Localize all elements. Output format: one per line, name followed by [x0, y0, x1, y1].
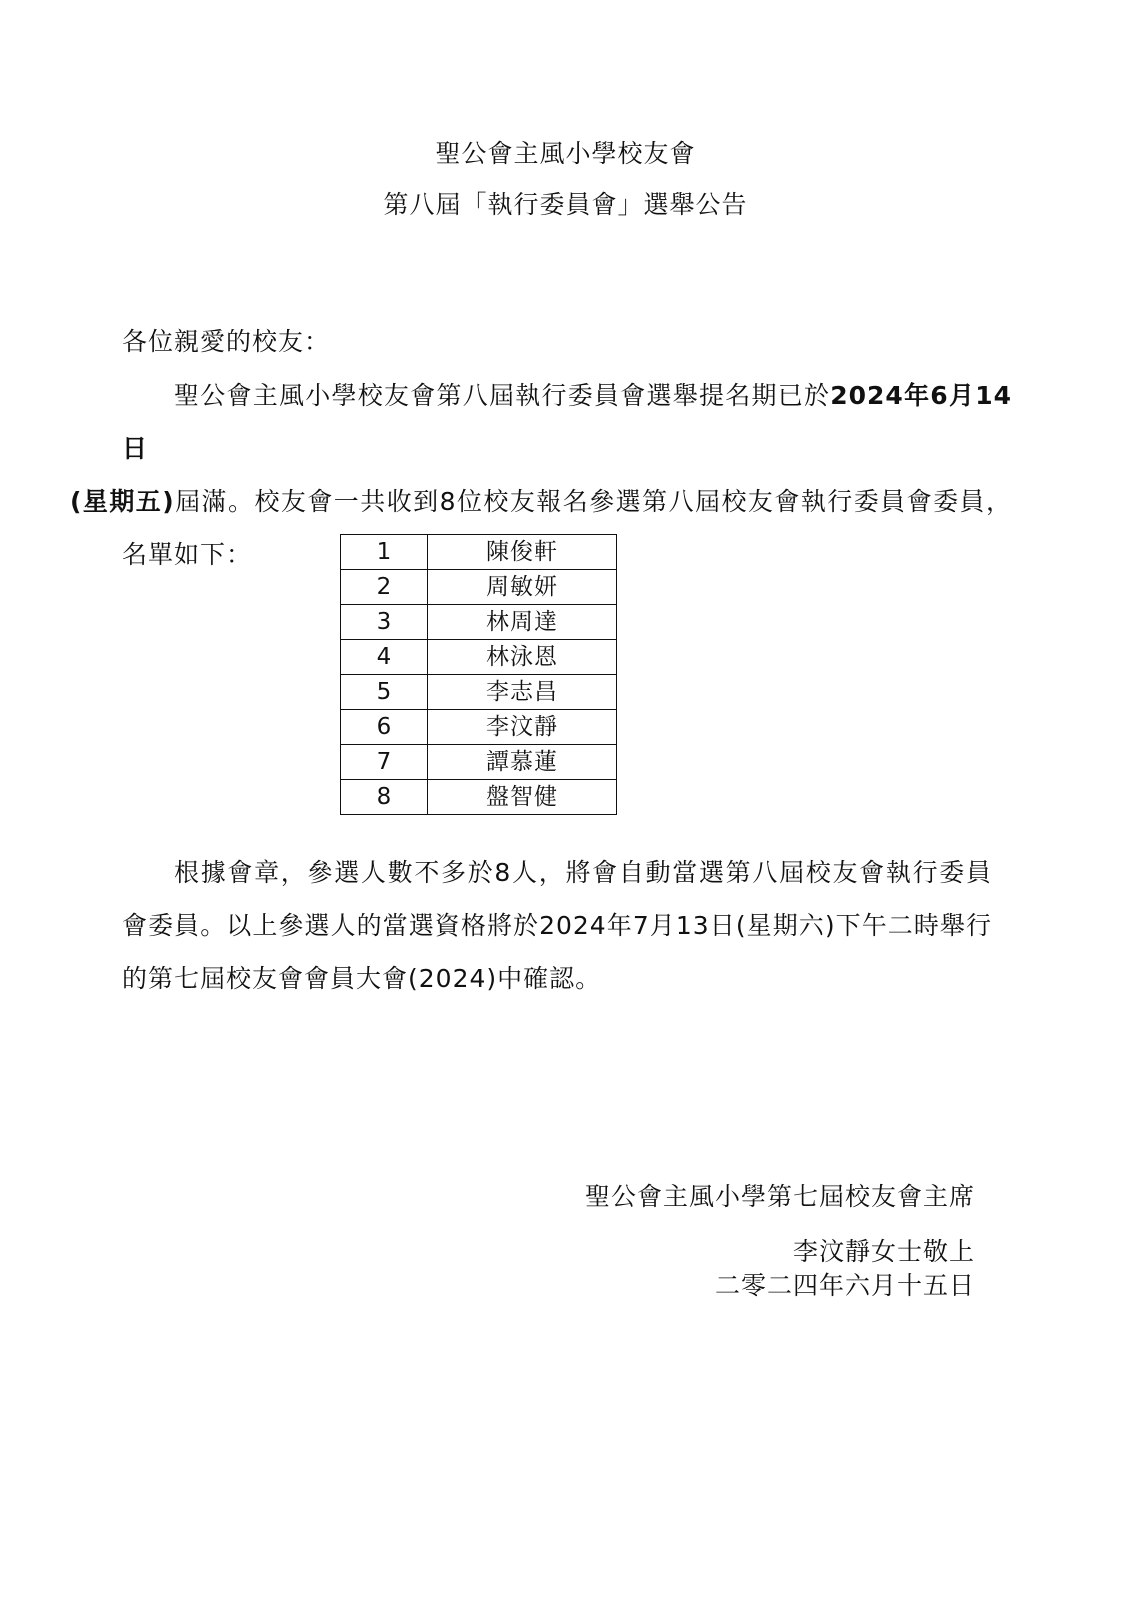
- table-row: [341, 605, 617, 640]
- table-row: [341, 710, 617, 745]
- paragraph-nomination-text-a: 聖公會主風小學校友會第八屆執行委員會選舉提名期已於: [174, 381, 831, 410]
- nominee-number: 8: [341, 780, 428, 815]
- nominee-number: 6: [341, 710, 428, 745]
- paragraph-nomination-text-b: 屆滿。校友會一共收到8位校友報名參選第八屆校友會執行委員會委員，名單如下：: [122, 487, 1012, 569]
- greeting: 各位親愛的校友：: [122, 327, 331, 356]
- paragraph-confirmation: 根據會章，參選人數不多於8人，將會自動當選第八屆校友會執行委員會委員。以上參選人的當選資格將於2024年7月13日(星期六)下午二時舉行的第七屆校友會會員大會(2024)中確認。: [122, 858, 992, 993]
- table-row: [341, 640, 617, 675]
- nominee-name: 林泳恩: [428, 640, 617, 675]
- nominee-name: 盤智健: [428, 780, 617, 815]
- nominee-name: 周敏妍: [428, 570, 617, 605]
- signature-date: 二零二四年六月十五日: [714, 1271, 975, 1300]
- nominee-name: 李汶靜: [428, 710, 617, 745]
- nominee-number: 7: [341, 745, 428, 780]
- nominee-table: [340, 534, 617, 815]
- signature-name: 李汶靜女士敬上: [792, 1237, 975, 1266]
- nominee-number: 2: [341, 570, 428, 605]
- table-row: [341, 780, 617, 815]
- nominee-number: 1: [341, 535, 428, 570]
- nominee-number: 5: [341, 675, 428, 710]
- document-subtitle: 第八屆「執行委員會」選舉公告: [383, 190, 748, 219]
- document-title: 聖公會主風小學校友會: [435, 139, 696, 168]
- nominee-name: 陳俊軒: [428, 535, 617, 570]
- nomination-deadline-weekday: (星期五): [70, 487, 175, 516]
- nominee-number: 3: [341, 605, 428, 640]
- nominee-number: 4: [341, 640, 428, 675]
- signature-organization: 聖公會主風小學第七屆校友會主席: [584, 1182, 975, 1211]
- table-row: [341, 570, 617, 605]
- nominee-name: 譚慕蓮: [428, 745, 617, 780]
- nominee-name: 林周達: [428, 605, 617, 640]
- nomination-deadline-date: 2024年6月14日: [122, 381, 1012, 463]
- table-row: [341, 675, 617, 710]
- table-row: [341, 535, 617, 570]
- nominee-name: 李志昌: [428, 675, 617, 710]
- table-row: [341, 745, 617, 780]
